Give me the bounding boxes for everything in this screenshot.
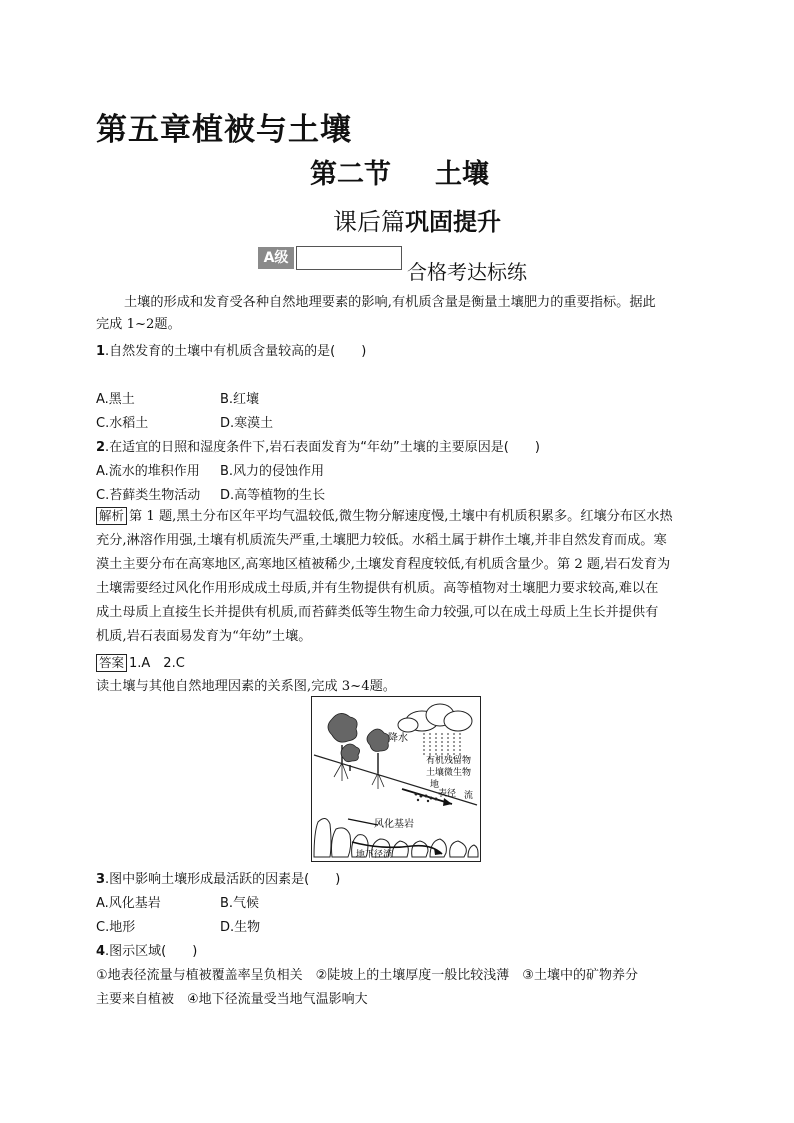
answer-text: 1.A 2.C — [129, 656, 185, 671]
answer-tag: 答案 — [96, 654, 127, 672]
q3-option-d: D.生物 — [220, 920, 261, 935]
question-2 — [96, 436, 540, 455]
question-4-number: 4 — [96, 944, 106, 959]
subtitle — [333, 202, 501, 237]
section-number: 第二节 — [310, 159, 391, 190]
analysis-line-4: 土壤需要经过风化作用形成成土母质,并有生物提供有机质。高等植物对土壤肥力要求较高,难以在 — [96, 581, 659, 596]
question-4 — [96, 940, 197, 959]
level-badge: A级 — [258, 247, 294, 269]
chapter-title: 第五章植被与土壤 — [96, 112, 352, 148]
section-name: 土壤 — [435, 159, 489, 190]
analysis-line-3: 漠土主要分布在高寒地区,高寒地区植被稀少,土壤发育程度较低,有机质含量少。第 2 题,岩石发育为 — [96, 557, 671, 572]
soil-relation-figure — [311, 696, 481, 862]
question-3-stem: .图中影响土壤形成最活跃的因素是( ) — [105, 872, 341, 887]
question-1 — [96, 340, 366, 359]
q3-option-c: C.地形 — [96, 920, 136, 935]
q2-option-a: A.流水的堆积作用 — [96, 464, 200, 479]
organic-label-1: 有机残留物 — [426, 756, 472, 766]
figure-intro: 读土壤与其他自然地理因素的关系图,完成 3~4题。 — [96, 679, 396, 694]
question-3-number: 3 — [96, 872, 106, 887]
bedrock-label: 风化基岩 — [374, 819, 414, 830]
q2-option-d: D.高等植物的生长 — [220, 488, 326, 503]
q3-option-a: A.风化基岩 — [96, 896, 161, 911]
tree-icon — [367, 729, 389, 789]
q1-option-d: D.寒漠土 — [220, 416, 274, 431]
q1-option-c: C.水稻土 — [96, 416, 149, 431]
runoff-label-c: 流 — [464, 791, 474, 801]
question-3 — [96, 868, 340, 887]
q4-statements-line-2: 主要来自植被 ④地下径流量受当地气温影响大 — [96, 992, 368, 1007]
subtitle-prefix: 课后篇 — [333, 208, 405, 236]
question-2-stem: .在适宜的日照和湿度条件下,岩石表面发育为“年幼”土壤的主要原因是( ) — [105, 440, 540, 455]
question-1-number: 1 — [96, 344, 106, 359]
q3-option-b: B.气候 — [220, 896, 260, 911]
runoff-arrowhead — [443, 798, 452, 806]
groundwater-label: 地下径流 — [356, 850, 393, 860]
q1-option-a: A.黑土 — [96, 392, 135, 407]
answer-line — [96, 652, 185, 672]
cloud-icon — [398, 704, 472, 732]
analysis-text-1: 第 1 题,黑土分布区年平均气温较低,微生物分解速度慢,土壤中有机质积累多。红壤分布区水热 — [129, 509, 673, 524]
q2-option-b: B.风力的侵蚀作用 — [220, 464, 325, 479]
runoff-label-a: 地 — [430, 780, 440, 790]
q4-statements-line-1: ①地表径流量与植被覆盖率呈负相关 ②陡坡上的土壤厚度一般比较浅薄 ③土壤中的矿物养分 — [96, 968, 638, 983]
q2-option-c: C.苔藓类生物活动 — [96, 488, 201, 503]
analysis-line-5: 成土母质上直接生长并提供有机质,而苔藓类低等生物生命力较强,可以在成土母质上生长并提供有 — [96, 605, 659, 620]
organic-label-2: 土壤微生物 — [426, 768, 472, 778]
q1-option-b: B.红壤 — [220, 392, 260, 407]
question-1-stem: .自然发育的土壤中有机质含量较高的是( ) — [105, 344, 367, 359]
soil-diagram — [312, 697, 479, 860]
question-4-stem: .图示区域( ) — [105, 944, 198, 959]
subtitle-emphasis: 巩固提升 — [405, 208, 501, 236]
analysis-tag: 解析 — [96, 507, 127, 525]
intro-line-1: 土壤的形成和发育受各种自然地理要素的影响,有机质含量是衡量土壤肥力的重要指标。据此 — [124, 295, 656, 310]
intro-line-2: 完成 1~2题。 — [96, 317, 181, 332]
analysis-line-1 — [96, 506, 673, 528]
analysis-line-2: 充分,淋溶作用强,土壤有机质流失严重,土壤肥力较低。水稻土属于耕作土壤,并非自然发育而成。寒 — [96, 533, 667, 548]
question-2-number: 2 — [96, 440, 106, 455]
level-label: 合格考达标练 — [407, 260, 527, 284]
level-box — [296, 246, 402, 270]
analysis-line-6: 机质,岩石表面易发育为“年幼”土壤。 — [96, 629, 312, 644]
runoff-label-b: 表径 — [438, 789, 457, 799]
section-title — [310, 152, 489, 191]
rain-label: 降水 — [388, 733, 408, 744]
